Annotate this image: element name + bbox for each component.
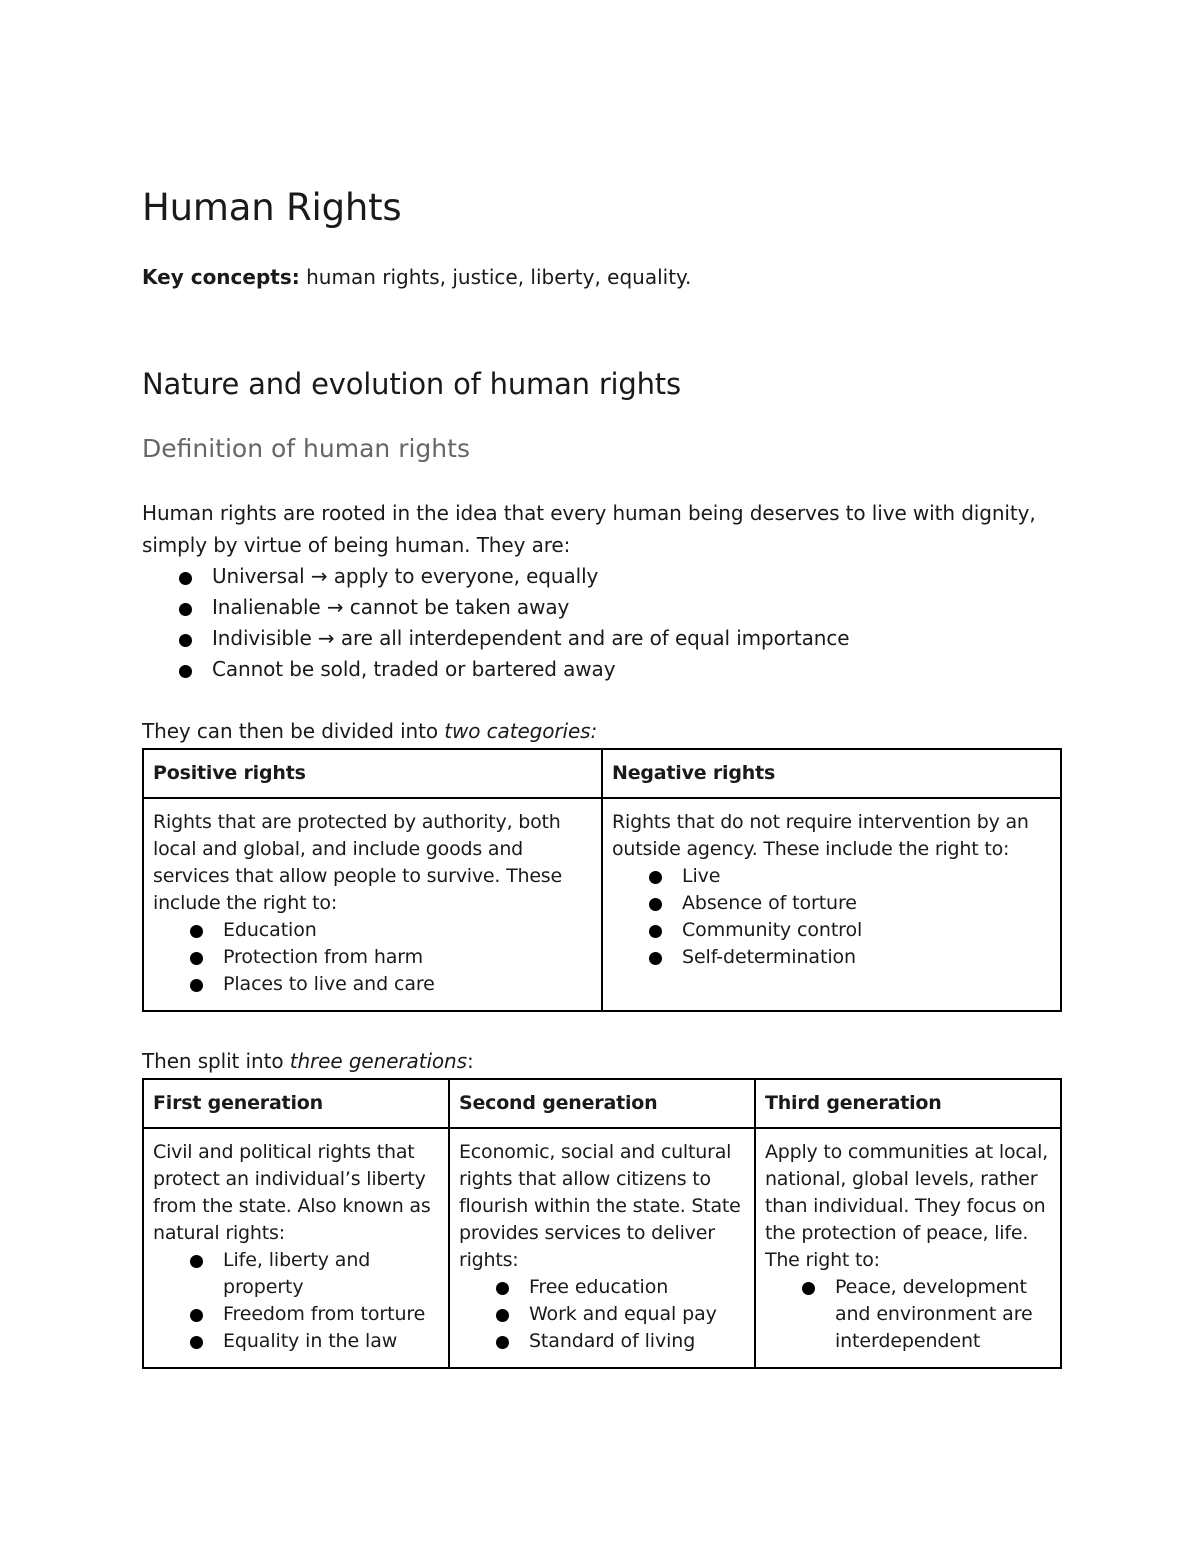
document-page — [142, 180, 1062, 1369]
list-item: Protection from harm — [187, 944, 592, 971]
key-concepts-line — [142, 262, 1062, 292]
list-item: Universal → apply to everyone, equally — [176, 561, 1062, 592]
definition-paragraph: Human rights are rooted in the idea that every human being deserves to live with dignity, simply by virtue of being human. They are: — [142, 501, 1036, 558]
categories-intro-text: They can then be divided into — [142, 719, 445, 744]
list-item: Education — [187, 917, 592, 944]
positive-rights-description: Rights that are protected by authority, both local and global, and include goods and services that allow people to survive. These include the right to: — [153, 811, 562, 915]
key-concepts-text: human rights, justice, liberty, equality. — [299, 265, 692, 289]
negative-rights-list — [612, 863, 1051, 971]
first-generation-cell — [143, 1128, 449, 1368]
list-item: Places to live and care — [187, 971, 592, 998]
second-generation-list — [459, 1274, 745, 1355]
third-generation-cell — [755, 1128, 1061, 1368]
table-header-row — [143, 1079, 1061, 1128]
document-title: Human Rights — [142, 186, 402, 229]
first-generation-list — [153, 1247, 439, 1355]
third-generation-header: Third generation — [755, 1079, 1061, 1128]
negative-rights-cell — [602, 798, 1061, 1011]
second-generation-cell — [449, 1128, 755, 1368]
list-item: Peace, development and environment are interdependent — [799, 1274, 1051, 1355]
positive-rights-header: Positive rights — [143, 749, 602, 798]
list-item: Community control — [646, 917, 1051, 944]
list-item: Indivisible → are all interdependent and are of equal importance — [176, 623, 1062, 654]
list-item: Life, liberty and property — [187, 1247, 439, 1301]
positive-rights-cell — [143, 798, 602, 1011]
section-heading: Nature and evolution of human rights — [142, 367, 681, 401]
list-item: Self-determination — [646, 944, 1051, 971]
negative-rights-description: Rights that do not require intervention by an outside agency. These include the right to: — [612, 811, 1029, 861]
negative-rights-header: Negative rights — [602, 749, 1061, 798]
third-generation-description: Apply to communities at local, national, global levels, rather than individual. They focus on the protection of peace, life. The right to: — [764, 1141, 1048, 1272]
table-header-row — [143, 749, 1061, 798]
generations-intro — [142, 1046, 1062, 1076]
categories-intro-emphasis: two categories: — [444, 719, 598, 744]
third-generation-list — [765, 1274, 1051, 1355]
list-item: Free education — [493, 1274, 745, 1301]
table-row — [143, 1128, 1061, 1368]
positive-rights-list — [153, 917, 592, 998]
list-item: Equality in the law — [187, 1328, 439, 1355]
categories-table — [142, 748, 1062, 1012]
first-generation-header: First generation — [143, 1079, 449, 1128]
generations-intro-end: : — [466, 1049, 474, 1074]
first-generation-description: Civil and political rights that protect an individual’s liberty from the state. Also known as natural rights: — [153, 1141, 431, 1245]
generations-intro-emphasis: three generations — [289, 1049, 467, 1074]
second-generation-description: Economic, social and cultural rights that allow citizens to flourish within the state. State provides services to deliver rights: — [458, 1141, 741, 1272]
list-item: Standard of living — [493, 1328, 745, 1355]
second-generation-header: Second generation — [449, 1079, 755, 1128]
properties-list — [142, 561, 1062, 685]
generations-table — [142, 1078, 1062, 1369]
list-item: Freedom from torture — [187, 1301, 439, 1328]
subsection-heading: Definition of human rights — [142, 434, 470, 464]
categories-intro — [142, 716, 1062, 746]
key-concepts-label: Key concepts: — [142, 265, 300, 289]
list-item: Work and equal pay — [493, 1301, 745, 1328]
list-item: Inalienable → cannot be taken away — [176, 592, 1062, 623]
list-item: Live — [646, 863, 1051, 890]
list-item: Absence of torture — [646, 890, 1051, 917]
list-item: Cannot be sold, traded or bartered away — [176, 654, 1062, 685]
generations-intro-text: Then split into — [142, 1049, 290, 1074]
table-row — [143, 798, 1061, 1011]
